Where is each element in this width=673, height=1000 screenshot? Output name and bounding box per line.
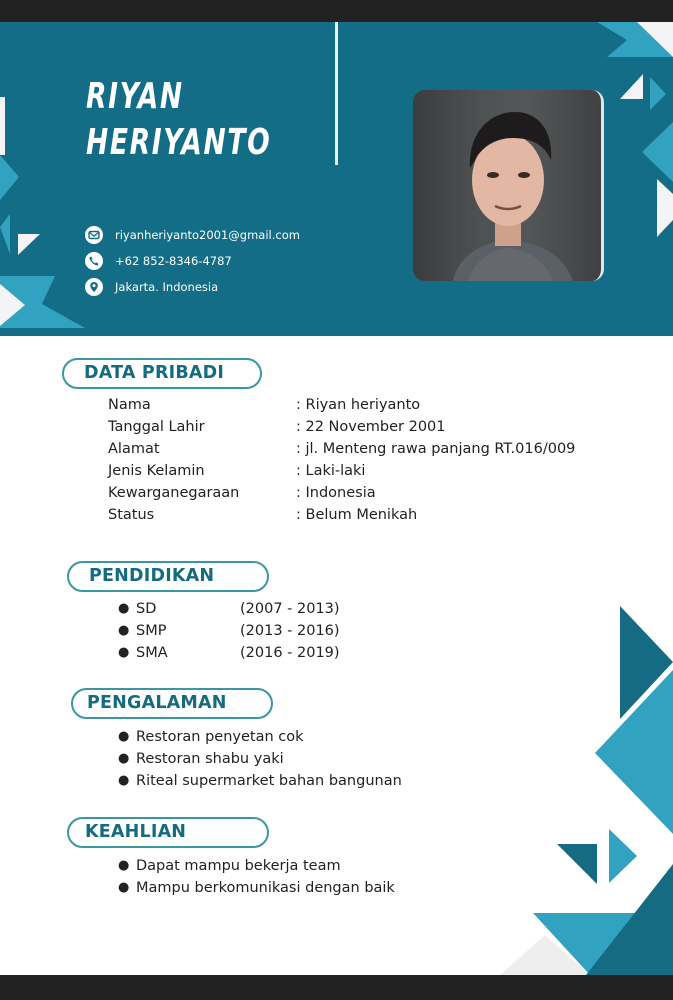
candidate-name: RIYAN HERIYANTO	[86, 76, 272, 163]
section-experience-header: PENGALAMAN	[71, 688, 273, 719]
top-frame-bar	[0, 0, 673, 22]
section-education-header: PENDIDIKAN	[67, 561, 269, 592]
resume-page: RIYAN HERIYANTO riyanheriyanto2001@gmail.com +62 852-8346-4787 Jakarta. Indonesia DATA PRIBADI Nama : Riyan heriyanto Tanggal Lahir : 22 November 2001 Alamat : jl. Menteng rawa panjang RT.016/009 Jenis Kelamin : Laki-laki Kewarganegaraan : Indonesia Status : Belum Menikah PENDIDIKAN ● SD (2007 - 2013) ● SMP (2013 - 2016) ● SMA (2016 - 2019) PENGALAMAN ● Restoran penyetan cok ● Restoran shabu yaki ● Riteal supermarket bahan bangunan KEAHLIAN ● Dapat mampu bekerja team ● Mampu berkomunikasi dengan baik	[0, 22, 673, 975]
contact-phone[interactable]: +62 852-8346-4787	[85, 248, 300, 274]
contact-location: Jakarta. Indonesia	[85, 274, 300, 300]
section-skills-header: KEAHLIAN	[67, 817, 269, 848]
contact-email[interactable]: riyanheriyanto2001@gmail.com	[85, 222, 300, 248]
section-personal-data-header: DATA PRIBADI	[62, 358, 262, 389]
bottom-frame-bar	[0, 975, 673, 1000]
